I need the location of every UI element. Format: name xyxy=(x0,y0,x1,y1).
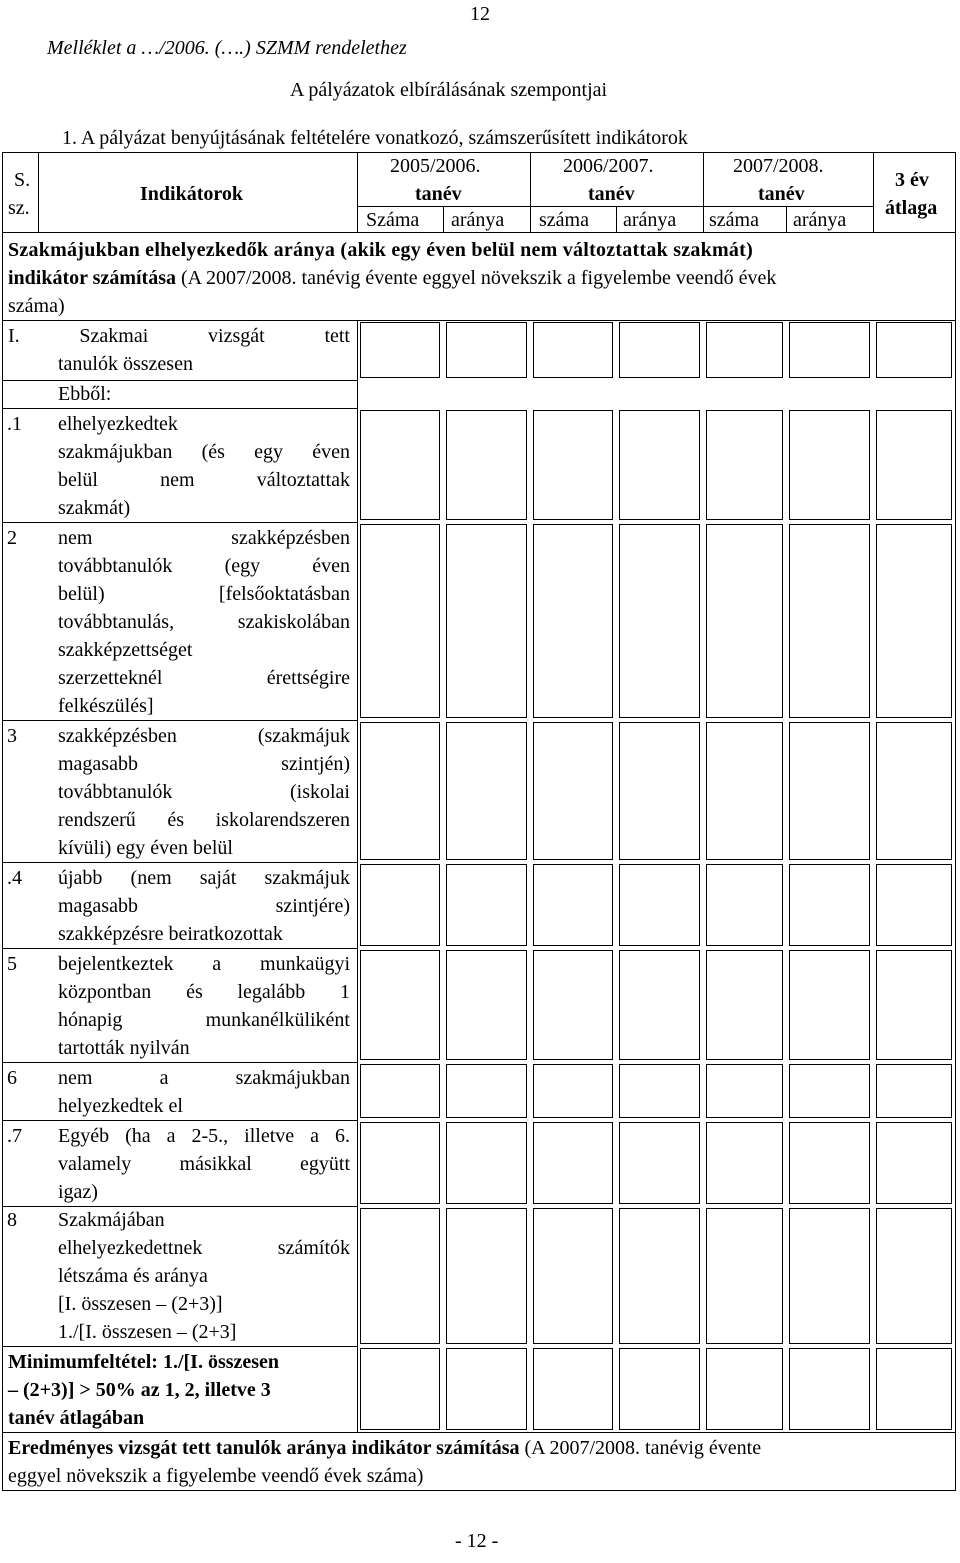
row-6-label xyxy=(58,1064,350,1120)
row-7-line: Egyéb (ha a 2-5., illetve a 6. xyxy=(58,1125,350,1147)
row-4-line: szakképzésre beiratkozottak xyxy=(58,923,283,945)
row-total-line1: I. Szakmai vizsgát tett xyxy=(8,325,350,347)
row-2-label xyxy=(58,524,350,720)
value-cell xyxy=(446,722,527,860)
value-cell xyxy=(876,1348,952,1430)
value-cell xyxy=(360,1064,440,1118)
row-4-label xyxy=(58,864,350,948)
value-cell xyxy=(446,1208,527,1344)
row-6-number: 6 xyxy=(7,1067,17,1089)
value-cell xyxy=(360,322,440,378)
value-cell xyxy=(789,864,870,946)
minimum-condition-line2: – (2+3)] > 50% az 1, 2, illetve 3 xyxy=(8,1379,271,1401)
value-cell xyxy=(789,1064,870,1118)
row-1-line: elhelyezkedtek xyxy=(58,413,178,435)
value-cell xyxy=(533,410,613,520)
row-5-line: hónapig munkanélküliként xyxy=(58,1009,350,1031)
row-5-label xyxy=(58,950,350,1062)
subcol-3: száma xyxy=(539,209,589,231)
value-cell xyxy=(789,1348,870,1430)
section1-heading-line3: száma) xyxy=(8,295,65,317)
row-2-number: 2 xyxy=(7,527,17,549)
value-cell xyxy=(533,1348,613,1430)
value-cell xyxy=(533,1208,613,1344)
row-8-line: Szakmájában xyxy=(58,1209,165,1231)
row-3-label xyxy=(58,722,350,862)
value-cell xyxy=(876,1064,952,1118)
value-cell xyxy=(706,864,783,946)
value-cell xyxy=(533,950,613,1060)
header-year-2-label: tanév xyxy=(588,183,635,205)
value-cell xyxy=(876,1208,952,1344)
value-cell xyxy=(706,1348,783,1430)
row-4-number: .4 xyxy=(7,867,22,889)
value-cell xyxy=(706,410,783,520)
row-3-line: magasabb szintjén) xyxy=(58,753,350,775)
value-cell xyxy=(706,1064,783,1118)
row-3-number: 3 xyxy=(7,725,17,747)
section2-heading-normal: (A 2007/2008. tanévig évente xyxy=(519,1437,762,1459)
section2-heading-line2: eggyel növekszik a figyelembe veendő évek száma) xyxy=(8,1465,424,1487)
value-cell xyxy=(619,1208,700,1344)
value-cell xyxy=(706,524,783,718)
value-cell xyxy=(446,410,527,520)
row-8-number: 8 xyxy=(7,1209,17,1231)
value-cell xyxy=(876,322,952,378)
row-1-label xyxy=(58,410,350,522)
row-2-line: belül) [felsőoktatásban xyxy=(58,583,350,605)
value-cell xyxy=(789,524,870,718)
header-average: 3 év xyxy=(895,169,929,191)
page-footer: - 12 - xyxy=(455,1530,499,1552)
row-8-line: elhelyezkedettnek számítók xyxy=(58,1237,350,1259)
row-1-number: .1 xyxy=(7,413,22,435)
header-indicators: Indikátorok xyxy=(140,183,244,205)
subcol-1: Száma xyxy=(366,209,420,231)
value-cell xyxy=(706,722,783,860)
value-cell xyxy=(876,950,952,1060)
section2-heading-bold: Eredményes vizsgát tett tanulók aránya indikátor számítása xyxy=(8,1437,520,1459)
value-cell xyxy=(533,864,613,946)
row-total xyxy=(8,322,350,378)
value-cell xyxy=(619,950,700,1060)
value-cell xyxy=(360,410,440,520)
value-cell xyxy=(360,864,440,946)
row-8-line: 1./[I. összesen – (2+3] xyxy=(58,1321,237,1343)
row-3-line: szakképzésben (szakmájuk xyxy=(58,725,350,747)
row-7-number: .7 xyxy=(7,1125,22,1147)
header-year-1: 2005/2006. xyxy=(390,155,481,177)
value-cell xyxy=(446,864,527,946)
row-4-line: újabb (nem saját szakmájuk xyxy=(58,867,350,889)
value-cell xyxy=(446,322,527,378)
row-3-line: rendszerű és iskolarendszeren xyxy=(58,809,350,831)
value-cell xyxy=(706,950,783,1060)
value-cell xyxy=(446,950,527,1060)
value-cell xyxy=(876,1122,952,1204)
row-2-line: továbbtanulók (egy éven xyxy=(58,555,350,577)
section-title: 1. A pályázat benyújtásának feltételére vonatkozó, számszerűsített indikátorok xyxy=(62,127,688,149)
value-cell xyxy=(619,410,700,520)
value-cell xyxy=(446,1122,527,1204)
value-cell xyxy=(446,524,527,718)
value-cell xyxy=(533,1122,613,1204)
value-cell xyxy=(789,322,870,378)
row-1-line: belül nem változtattak xyxy=(58,469,350,491)
row-2-line: felkészülés] xyxy=(58,695,154,717)
value-cell xyxy=(789,1122,870,1204)
page-title: A pályázatok elbírálásának szempontjai xyxy=(290,79,608,101)
row-2-line: szerzetteknél érettségire xyxy=(58,667,350,689)
row-7-label xyxy=(58,1122,350,1206)
row-1-line: szakmát) xyxy=(58,497,131,519)
row-3-line: kívüli) egy éven belül xyxy=(58,837,233,859)
row-2-line: szakképzettséget xyxy=(58,639,193,661)
section1-heading-bold: indikátor számítása xyxy=(8,267,176,289)
value-cell xyxy=(876,524,952,718)
section2-heading-line1 xyxy=(8,1434,761,1462)
header-average-2: átlaga xyxy=(885,197,938,219)
value-cell xyxy=(619,864,700,946)
row-5-number: 5 xyxy=(7,953,17,975)
row-8-line: létszáma és aránya xyxy=(58,1265,208,1287)
value-cell xyxy=(789,722,870,860)
row-4-line: magasabb szintjére) xyxy=(58,895,350,917)
value-cell xyxy=(360,950,440,1060)
value-cell xyxy=(533,322,613,378)
value-cell xyxy=(789,410,870,520)
subcol-2: aránya xyxy=(451,209,505,231)
row-5-line: tartották nyilván xyxy=(58,1037,190,1059)
value-cell xyxy=(789,1208,870,1344)
row-ebbol: Ebből: xyxy=(58,383,112,405)
value-cell xyxy=(619,1122,700,1204)
value-cell xyxy=(876,722,952,860)
section1-heading-normal: (A 2007/2008. tanévig évente eggyel növekszik a figyelembe veendő évek xyxy=(180,267,777,289)
row-8-label xyxy=(58,1206,350,1346)
value-cell xyxy=(533,1064,613,1118)
value-cell xyxy=(789,950,870,1060)
annex-reference: Melléklet a …/2006. (….) SZMM rendelethez xyxy=(47,37,407,59)
row-6-line: nem a szakmájukban xyxy=(58,1067,350,1089)
header-year-3-label: tanév xyxy=(758,183,805,205)
page-number: 12 xyxy=(470,3,490,25)
row-6-line: helyezkedtek el xyxy=(58,1095,183,1117)
row-8-line: [I. összesen – (2+3)] xyxy=(58,1293,223,1315)
row-2-line: nem szakképzésben xyxy=(58,527,350,549)
header-year-3: 2007/2008. xyxy=(733,155,824,177)
value-cell xyxy=(876,864,952,946)
value-cell xyxy=(619,722,700,860)
value-cell xyxy=(360,1348,440,1430)
section1-heading-line2 xyxy=(8,264,776,292)
value-cell xyxy=(533,524,613,718)
value-cell xyxy=(360,524,440,718)
value-cell xyxy=(876,410,952,520)
value-cell xyxy=(446,1064,527,1118)
value-cell xyxy=(706,1122,783,1204)
value-cell xyxy=(533,722,613,860)
value-cell xyxy=(446,1348,527,1430)
row-3-line: továbbtanulók (iskolai xyxy=(58,781,350,803)
value-cell xyxy=(706,1208,783,1344)
row-total-line2: tanulók összesen xyxy=(58,353,193,375)
row-5-line: központban és legalább 1 xyxy=(58,981,350,1003)
value-cell xyxy=(619,524,700,718)
value-cell xyxy=(706,322,783,378)
value-cell xyxy=(619,1064,700,1118)
row-7-line: valamely másikkal együtt xyxy=(58,1153,350,1175)
header-year-1-label: tanév xyxy=(415,183,462,205)
value-cell xyxy=(360,1122,440,1204)
header-sno: S. xyxy=(14,169,31,191)
section1-heading-line1: Szakmájukban elhelyezkedők aránya (akik egy éven belül nem változtattak szakmát) xyxy=(8,239,753,261)
minimum-condition-line1: Minimumfeltétel: 1./[I. összesen xyxy=(8,1351,280,1373)
subcol-4: aránya xyxy=(623,209,677,231)
header-sno-2: sz. xyxy=(8,197,30,219)
value-cell xyxy=(619,322,700,378)
minimum-condition-line3: tanév átlagában xyxy=(8,1407,145,1429)
value-cell xyxy=(619,1348,700,1430)
value-cell xyxy=(360,722,440,860)
row-7-line: igaz) xyxy=(58,1181,98,1203)
header-year-2: 2006/2007. xyxy=(563,155,654,177)
subcol-5: száma xyxy=(709,209,759,231)
subcol-6: aránya xyxy=(793,209,847,231)
row-1-line: szakmájukban (és egy éven xyxy=(58,441,350,463)
row-5-line: bejelentkeztek a munkaügyi xyxy=(58,953,350,975)
value-cell xyxy=(360,1208,440,1344)
row-2-line: továbbtanulás, szakiskolában xyxy=(58,611,350,633)
